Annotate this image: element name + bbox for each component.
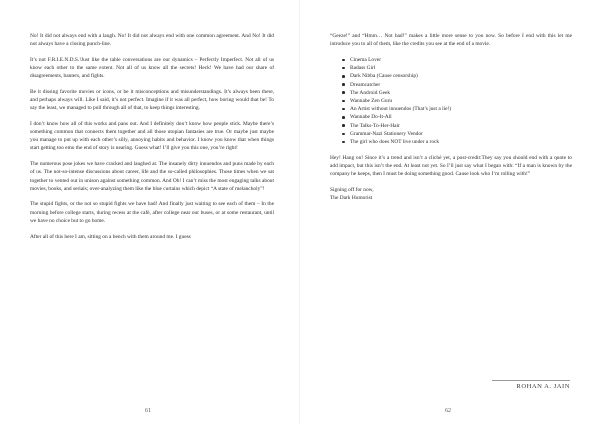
list-item: Cinema Lover (344, 56, 572, 64)
page-number: 62 (445, 408, 451, 414)
author-name: ROHAN A. JAIN (516, 383, 570, 390)
page-number: 61 (145, 408, 151, 414)
list-item: An Artist without innuendos (That’s just a lie!) (344, 105, 572, 113)
paragraph: No! It did not always end with a laugh. No! It did not always end with one common agreement. And No! It did not always have a closing punch-line. (30, 33, 274, 48)
author-credit (492, 380, 570, 390)
paragraph: It’s not F.R.I.E.N.D.S.!Just like the table conversations are our dynamics – Perfectly Imperfect. Not all of us know each other to the same extent. Not all of us know all the secrets! Heck! We have had our share of disagreements, banters, and fights. (30, 56, 274, 80)
list-item: The girl who does NOT live under a rock (344, 138, 572, 146)
paragraph: After all of this here I am, sitting on a bench with them around me. I guess (30, 233, 191, 240)
list-item: Wannabe Do-It-All (344, 113, 572, 121)
list-item: Dark Nibba (Cause censorship) (344, 72, 572, 80)
list-item: The Talks-To-Her-Hair (344, 122, 572, 130)
outro-paragraph: Hey! Hang on! Since it’s a trend and isn’t a cliché yet, a post-credit:They say you should end with a quote to add impact, but this isn’t the end. At least not yet. So I’ll just say what I began with: “If a man is known by the company he keeps, then I must be doing something good. Cause look who I’m rolling with!” (330, 155, 572, 178)
signoff-signature: The Dark Humorist (330, 195, 373, 202)
list-item: Badass Girl (344, 64, 572, 72)
left-page-body (30, 32, 274, 248)
right-page (300, 0, 600, 424)
author-divider (492, 380, 570, 381)
paragraph: The stupid fights, or the not so stupid fights we have had! And finally just waiting to see each of them – In the morning before college starts, during recess at the café, after college near our buses, or at some restaurant, until we have no choice but to go home. (30, 201, 274, 224)
right-page-body (330, 32, 572, 210)
paragraph: I don’t know how all of this works and pans out. And I definitely don’t know how people stick. Maybe there’s something common that connects them together and all those utopian fantasies are true. Or maybe just maybe you manage to put up with each other’s silly, annoying habits and behavior. I know you know that when things start getting too emo the end of story is nearing. Guess what! I’ll give you this one, you’re right! (30, 121, 274, 152)
list-item: The Android Geek (344, 89, 572, 97)
paragraph: Be it dissing favorite movies or icons, or be it misconceptions and misunderstandings. It’s always been there, and perhaps always will. Like I said, it’s not perfect. Imagine if it was all perfect, how boring would that be! To say the least, we managed to pull through all of that, to keep things interesting. (30, 89, 274, 112)
list-item: Dreamcatcher (344, 81, 572, 89)
paragraph: The numerous pose jokes we have cracked and laughed at. The insanely dirty innuendos and puns made by each of us. The not-so-intense discussions about career, life and the so-called philosophies. Those times when we sat together to vented out in unison against something common. And Oh! I can’t miss the most engaging talks about movies, books, and serials; over-analyzing them like the blue curtains which depict “A state of melancholy”! (30, 161, 274, 192)
signoff-line: Signing off for now, (330, 187, 374, 194)
intro-paragraph: “Geeze!” and “Hmm… Not bad!” makes a little more sense to you now. So before I end with this let me introduce you to all of them, like the credits you see at the end of a movie. (330, 33, 572, 48)
list-item: Grammar-Nazi Stationery Vendor (344, 130, 572, 138)
credits-list (330, 56, 572, 146)
list-item: Wannabe Zen Guru (344, 97, 572, 105)
